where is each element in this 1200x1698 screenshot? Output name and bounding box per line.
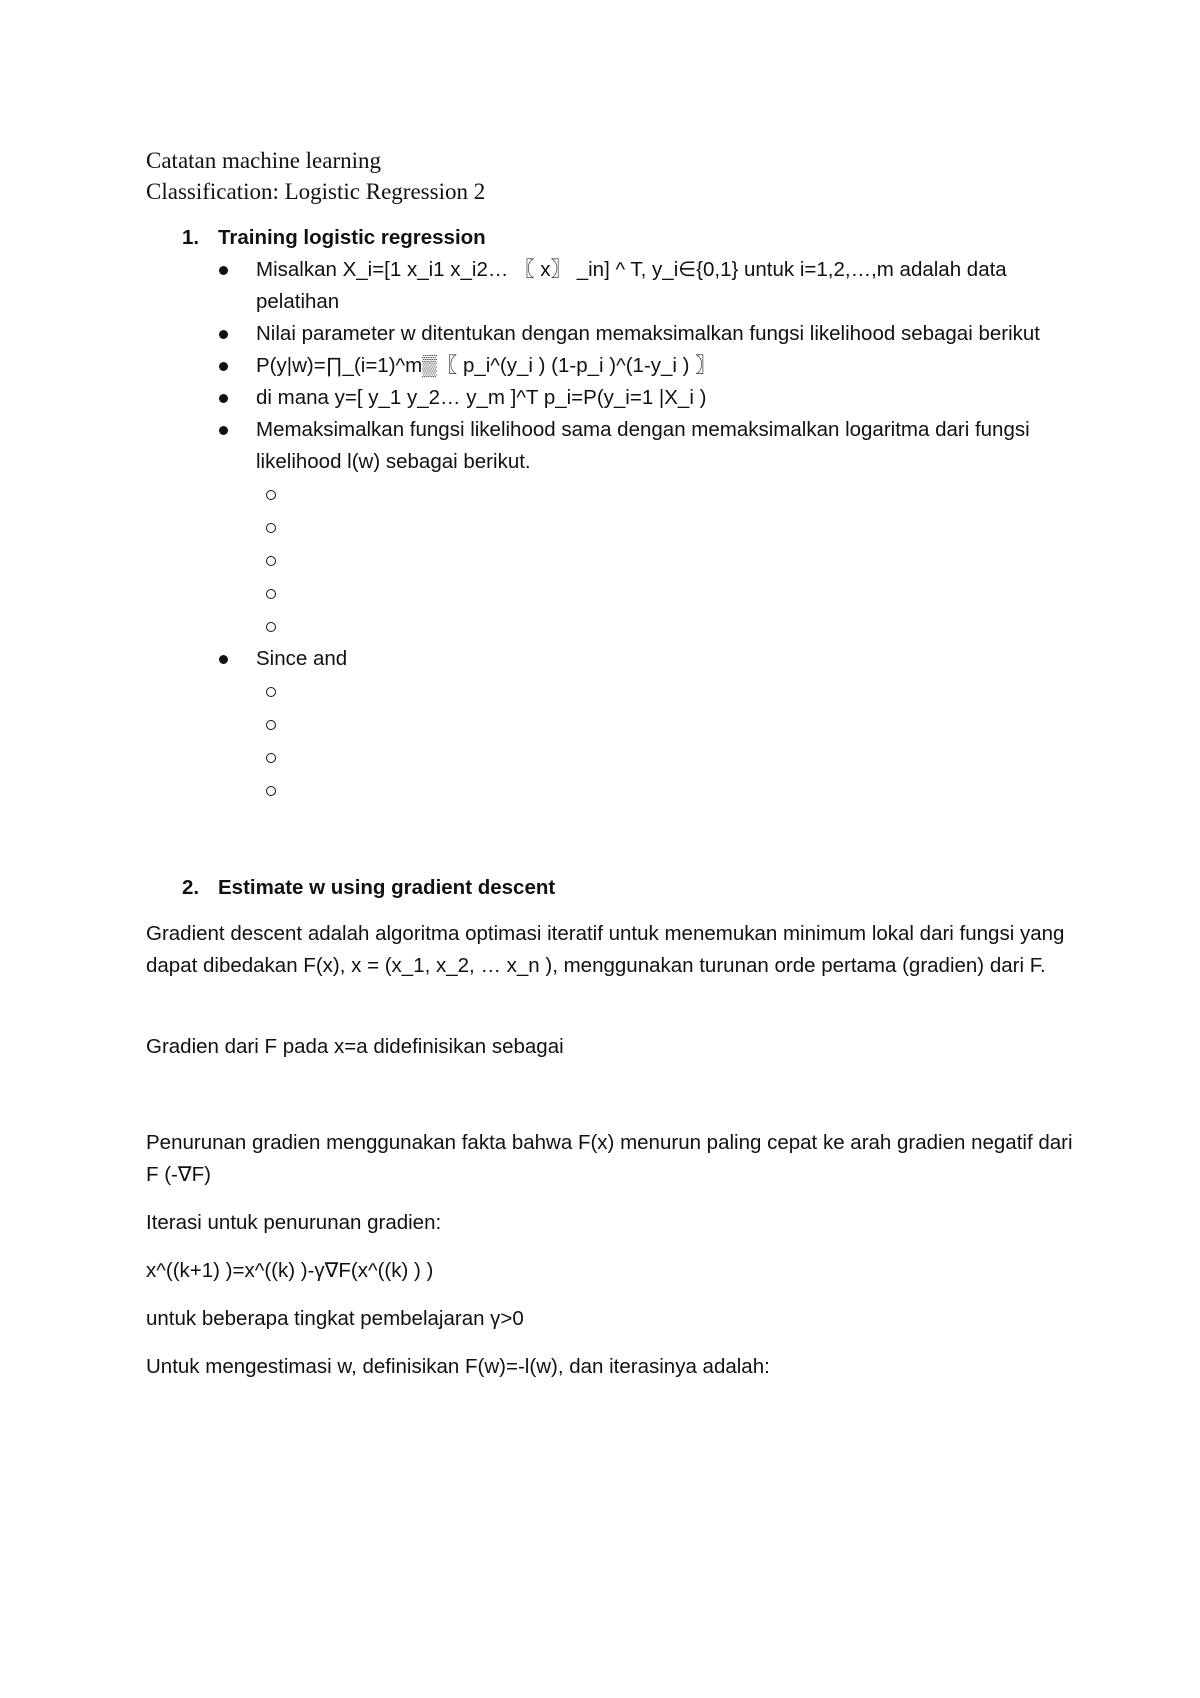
circle-bullet-icon [266,490,276,500]
empty-subitem [218,708,1078,741]
circle-bullet-icon [266,687,276,697]
paragraph: Iterasi untuk penurunan gradien: [146,1211,442,1234]
bullet-text: di mana y=[ y_1 y_2… y_m ]^T p_i=P(y_i=1 |X_i ) [256,386,707,409]
circle-bullet-icon [266,753,276,763]
empty-subitem [218,544,1078,577]
bullet-text: P(y|w)=∏_(i=1)^m▒〖 p_i^(y_i ) (1-p_i )^(1-y_i ) 〗 [256,354,716,377]
bullet-icon [219,426,228,435]
section-1-bullet-list [218,254,1078,807]
circle-bullet-icon [266,589,276,599]
empty-subitem [218,478,1078,511]
section-2-heading [182,872,555,904]
section-2-title: Estimate w using gradient descent [218,876,556,899]
empty-subitem [218,610,1078,643]
paragraph: Untuk mengestimasi w, definisikan F(w)=-l(w), dan iterasinya adalah: [146,1355,770,1378]
document-subtitle: Classification: Logistic Regression 2 [146,179,486,204]
paragraph: Gradien dari F pada x=a didefinisikan sebagai [146,1035,564,1058]
bullet-text: Misalkan X_i=[1 x_i1 x_i2… 〖 x〗 _in] ^ T, y_i∈{0,1} untuk i=1,2,…,m adalah data pelatihan [256,258,1007,313]
list-item [218,382,1078,414]
bullet-icon [219,266,228,275]
section-1-number: 1. [182,226,200,249]
empty-subitem [218,774,1078,807]
list-item [218,643,1078,675]
bullet-icon [219,394,228,403]
circle-bullet-icon [266,556,276,566]
list-item [218,318,1078,350]
circle-bullet-icon [266,523,276,533]
circle-bullet-icon [266,622,276,632]
bullet-text: Nilai parameter w ditentukan dengan memaksimalkan fungsi likelihood sebagai berikut [256,322,1040,345]
bullet-icon [219,655,228,664]
section-1-title: Training logistic regression [218,226,486,249]
paragraph: x^((k+1) )=x^((k) )-γ∇F(x^((k) ) ) [146,1259,434,1282]
bullet-icon [219,362,228,371]
empty-subitem [218,741,1078,774]
empty-subitem [218,675,1078,708]
bullet-icon [219,330,228,339]
empty-subitem [218,577,1078,610]
paragraph: Gradient descent adalah algoritma optimasi iteratif untuk menemukan minimum lokal dari fungsi yang dapat dibedakan F(x), x = (x_1, x_2, … x_n ), menggunakan turunan orde pertama (gradien) dari F. [146,922,1065,977]
section-2-number: 2. [182,876,200,899]
circle-bullet-icon [266,720,276,730]
paragraph: untuk beberapa tingkat pembelajaran γ>0 [146,1307,524,1330]
section-1-heading [182,222,486,254]
bullet-text: Memaksimalkan fungsi likelihood sama dengan memaksimalkan logaritma dari fungsi likelihood l(w) sebagai berikut. [256,418,1030,473]
list-item [218,350,1078,382]
list-item [218,254,1078,318]
empty-subitem [218,511,1078,544]
bullet-text: Since and [256,647,348,670]
list-item [218,414,1078,478]
circle-bullet-icon [266,786,276,796]
paragraph: Penurunan gradien menggunakan fakta bahwa F(x) menurun paling cepat ke arah gradien negatif dari F (-∇F) [146,1131,1073,1186]
document-title: Catatan machine learning [146,148,382,173]
